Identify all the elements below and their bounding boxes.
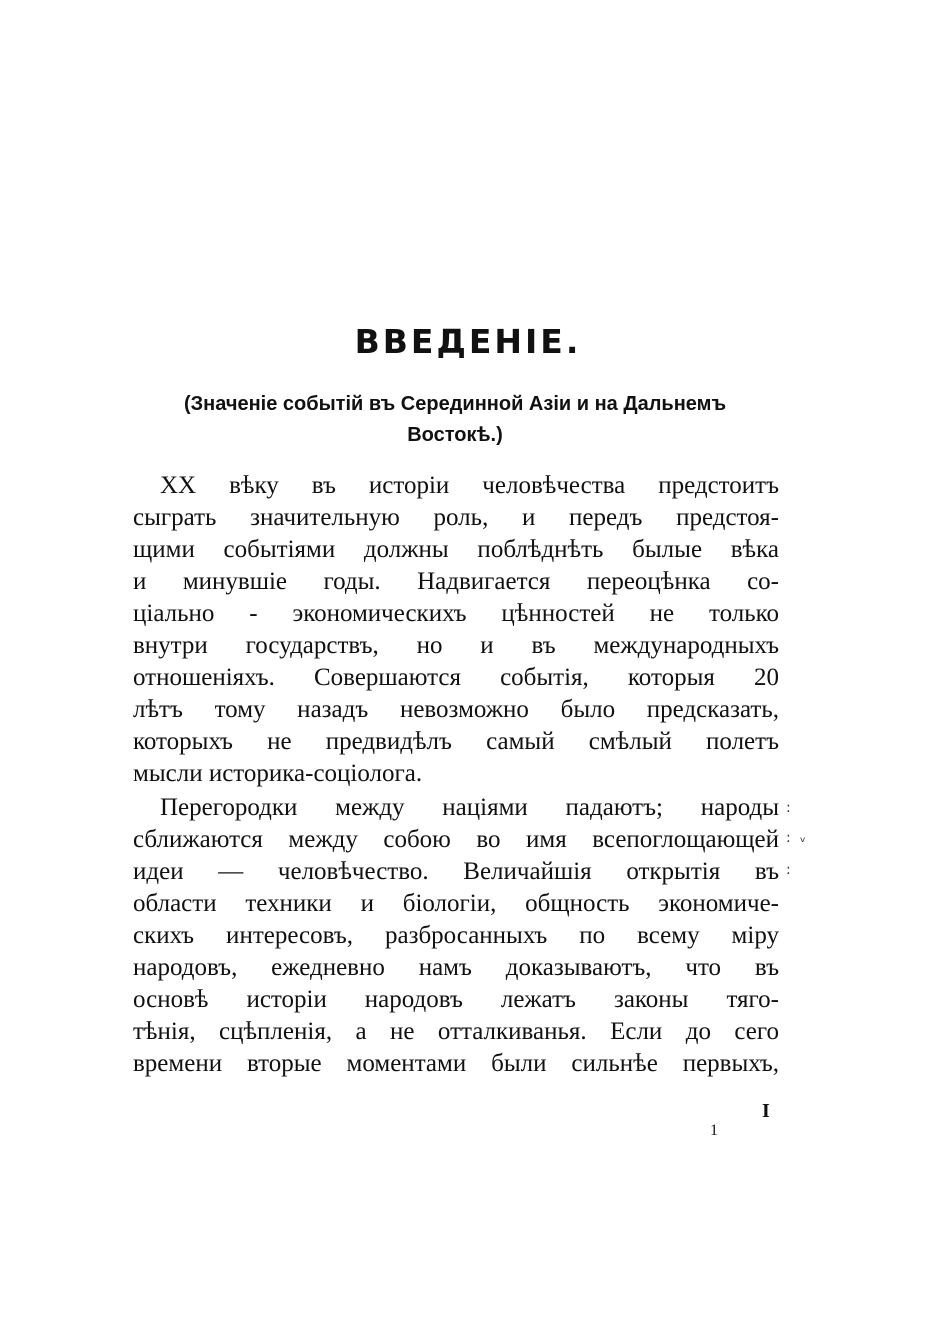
- paragraph-2-line: основѣ исторiи народовъ лежатъ законы тяго-: [133, 986, 779, 1013]
- paragraph-2-line: Перегородки между нацiями падаютъ; народы: [160, 794, 779, 821]
- margin-mark: ᵥ: [800, 830, 806, 846]
- paragraph-2-line: области техники и бiологiи, общность экономиче-: [133, 890, 779, 917]
- paragraph-1-line: отношенiяхъ. Совершаются событiя, которыя 20: [133, 664, 779, 691]
- paragraph-2-line: сближаются между собою во имя всепоглощающей: [133, 826, 779, 853]
- signature-mark: I: [762, 1100, 770, 1122]
- paragraph-2-line: скихъ интересовъ, разбросанныхъ по всему мiру: [133, 922, 779, 949]
- paragraph-1-line: XX вѣку въ исторiи человѣчества предстоитъ: [160, 472, 779, 499]
- paragraph-1-line: мысли историка-соцiолога.: [133, 760, 423, 787]
- paragraph-2-line: народовъ, ежедневно намъ доказываютъ, что въ: [133, 954, 779, 981]
- margin-mark: :: [786, 830, 791, 846]
- paragraph-1-line: щими событiями должны поблѣднѣть былые вѣка: [133, 536, 779, 563]
- paragraph-2-line: времени вторые моментами были сильнѣе первыхъ,: [133, 1050, 779, 1077]
- paragraph-1-line: и минувшiе годы. Надвигается переоцѣнка со-: [133, 568, 779, 595]
- paragraph-1-line: внутри государствъ, но и въ международныхъ: [133, 632, 779, 659]
- paragraph-1-line: сыграть значительную роль, и передъ предстоя-: [133, 504, 779, 531]
- chapter-subtitle: [130, 389, 780, 451]
- paragraph-1-line: лѣтъ тому назадъ невозможно было предсказать,: [133, 696, 779, 723]
- paragraph-2-line: идеи — человѣчество. Величайшiя открытiя въ: [133, 858, 779, 885]
- margin-mark: :: [786, 862, 791, 878]
- subtitle-line: Востокѣ.): [407, 424, 503, 446]
- page-title: ВВЕДЕНIЕ.: [354, 322, 582, 361]
- paragraph-1-line: цiально - экономическихъ цѣнностей не только: [133, 600, 779, 627]
- page-number: 1: [710, 1122, 718, 1139]
- subtitle-line: (Значенiе событiй въ Серединной Азiи и на Дальнемъ: [183, 393, 727, 415]
- paragraph-2-line: тѣнiя, сцѣпленiя, а не отталкиванья. Если до сего: [133, 1018, 779, 1045]
- paragraph-1-line: которыхъ не предвидѣлъ самый смѣлый полетъ: [133, 728, 779, 755]
- margin-mark: :: [786, 800, 791, 816]
